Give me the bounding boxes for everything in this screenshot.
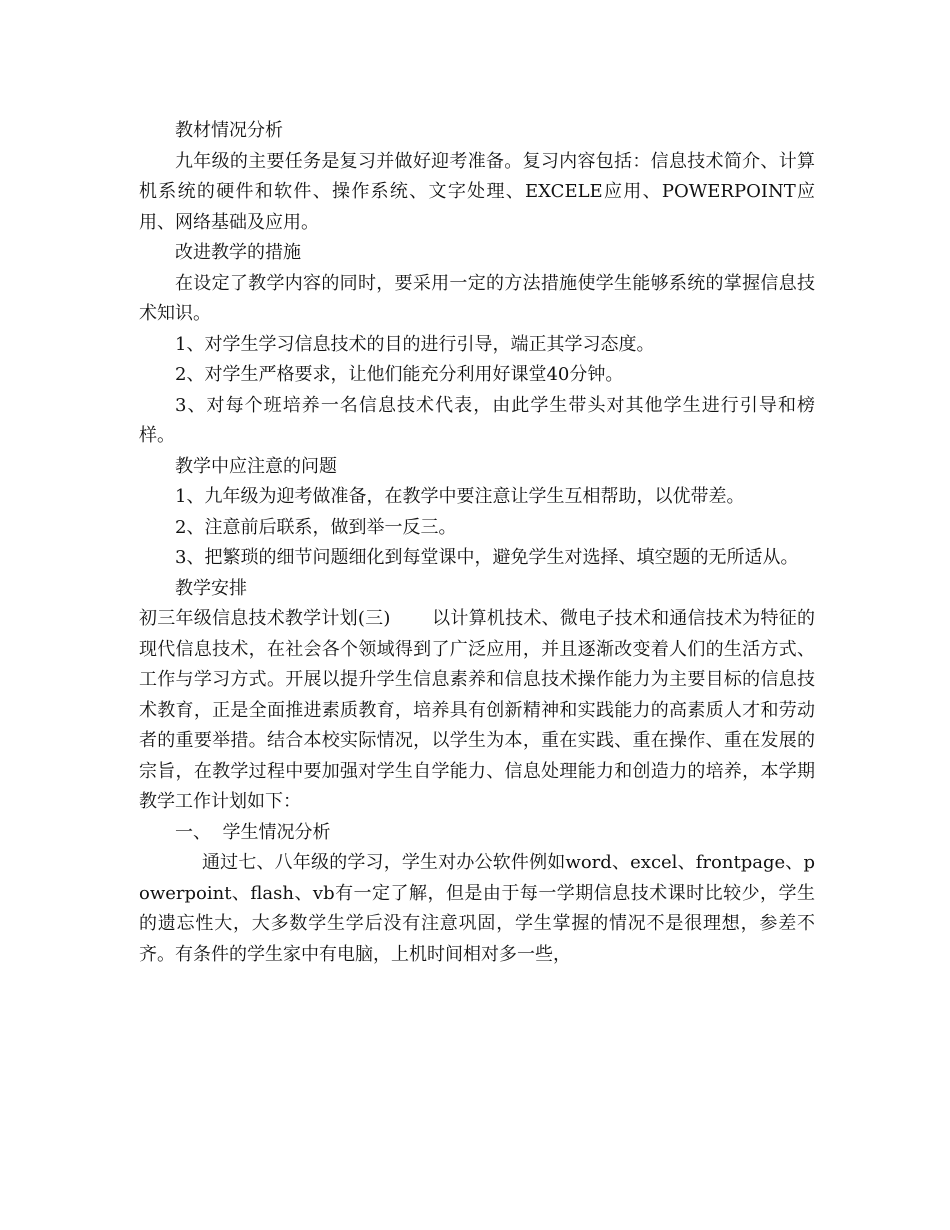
section-title: 学生情况分析: [222, 821, 331, 843]
heading-teaching-issues: 教学中应注意的问题: [175, 455, 337, 477]
section-heading-student-analysis: [139, 818, 815, 849]
heading-teaching-improvement: 改进教学的措施: [175, 242, 301, 263]
plan-title: 初三年级信息技术教学计划(三): [139, 608, 391, 629]
list-item-issue-3: 3、把繁琐的细节问题细化到每堂课中，避免学生对选择、填空题的无所适从。: [175, 547, 799, 568]
section-number: 一、: [175, 821, 211, 843]
plan-intro-text: 以计算机技术、微电子技术和通信技术为特征的现代信息技术，在社会各个领域得到了广泛应用，并且逐渐改变着人们的生活方式、工作与学习方式。开展以提升学生信息素养和信息技术操作能力为主要目标的信息技术教育，正是全面推进素质教育，培养具有创新精神和实践能力的高素质人才和劳动者的重要举措。结合本校实际情况，以学生为本，重在实践、重在操作、重在发展的宗旨，在教学过程中要加强对学生自学能力、信息处理能力和创造力的培养，本学期教学工作计划如下：: [139, 608, 815, 812]
list-item-measure-3: 3、对每个班培养一名信息技术代表，由此学生带头对其他学生进行引导和榜样。: [139, 394, 815, 446]
document-body: [139, 116, 815, 970]
list-item-measure-1: 1、对学生学习信息技术的目的进行引导，端正其学习态度。: [175, 333, 655, 355]
list-item-issue-2: 2、注意前后联系，做到举一反三。: [175, 516, 457, 538]
list-item-measure-2: 2、对学生严格要求，让他们能充分利用好课堂40分钟。: [175, 364, 624, 385]
list-item-issue-1: 1、九年级为迎考做准备，在教学中要注意让学生互相帮助，以优带差。: [175, 486, 745, 507]
paragraph-student-analysis: 通过七、八年级的学习，学生对办公软件例如word、excel、frontpage、powerpoint、flash、vb有一定了解，但是由于每一学期信息技术课时比较少，学生的遗忘性大，大多数学生学后没有注意巩固，学生掌握的情况不是很理想，参差不齐。有条件的学生家中有电脑，上机时间相对多一些，: [139, 852, 815, 965]
heading-textbook-analysis: 教材情况分析: [175, 120, 283, 141]
paragraph-teaching-methods: 在设定了教学内容的同时，要采用一定的方法措施使学生能够系统的掌握信息技术知识。: [139, 272, 815, 324]
title-gap: [390, 608, 432, 629]
paragraph-review-content: 九年级的主要任务是复习并做好迎考准备。复习内容包括：信息技术简介、计算机系统的硬件和软件、操作系统、文字处理、EXCELE应用、POWERPOINT应用、网络基础及应用。: [139, 150, 815, 233]
heading-teaching-arrangement: 教学安排: [175, 577, 247, 599]
paragraph-plan-intro: [139, 604, 815, 818]
